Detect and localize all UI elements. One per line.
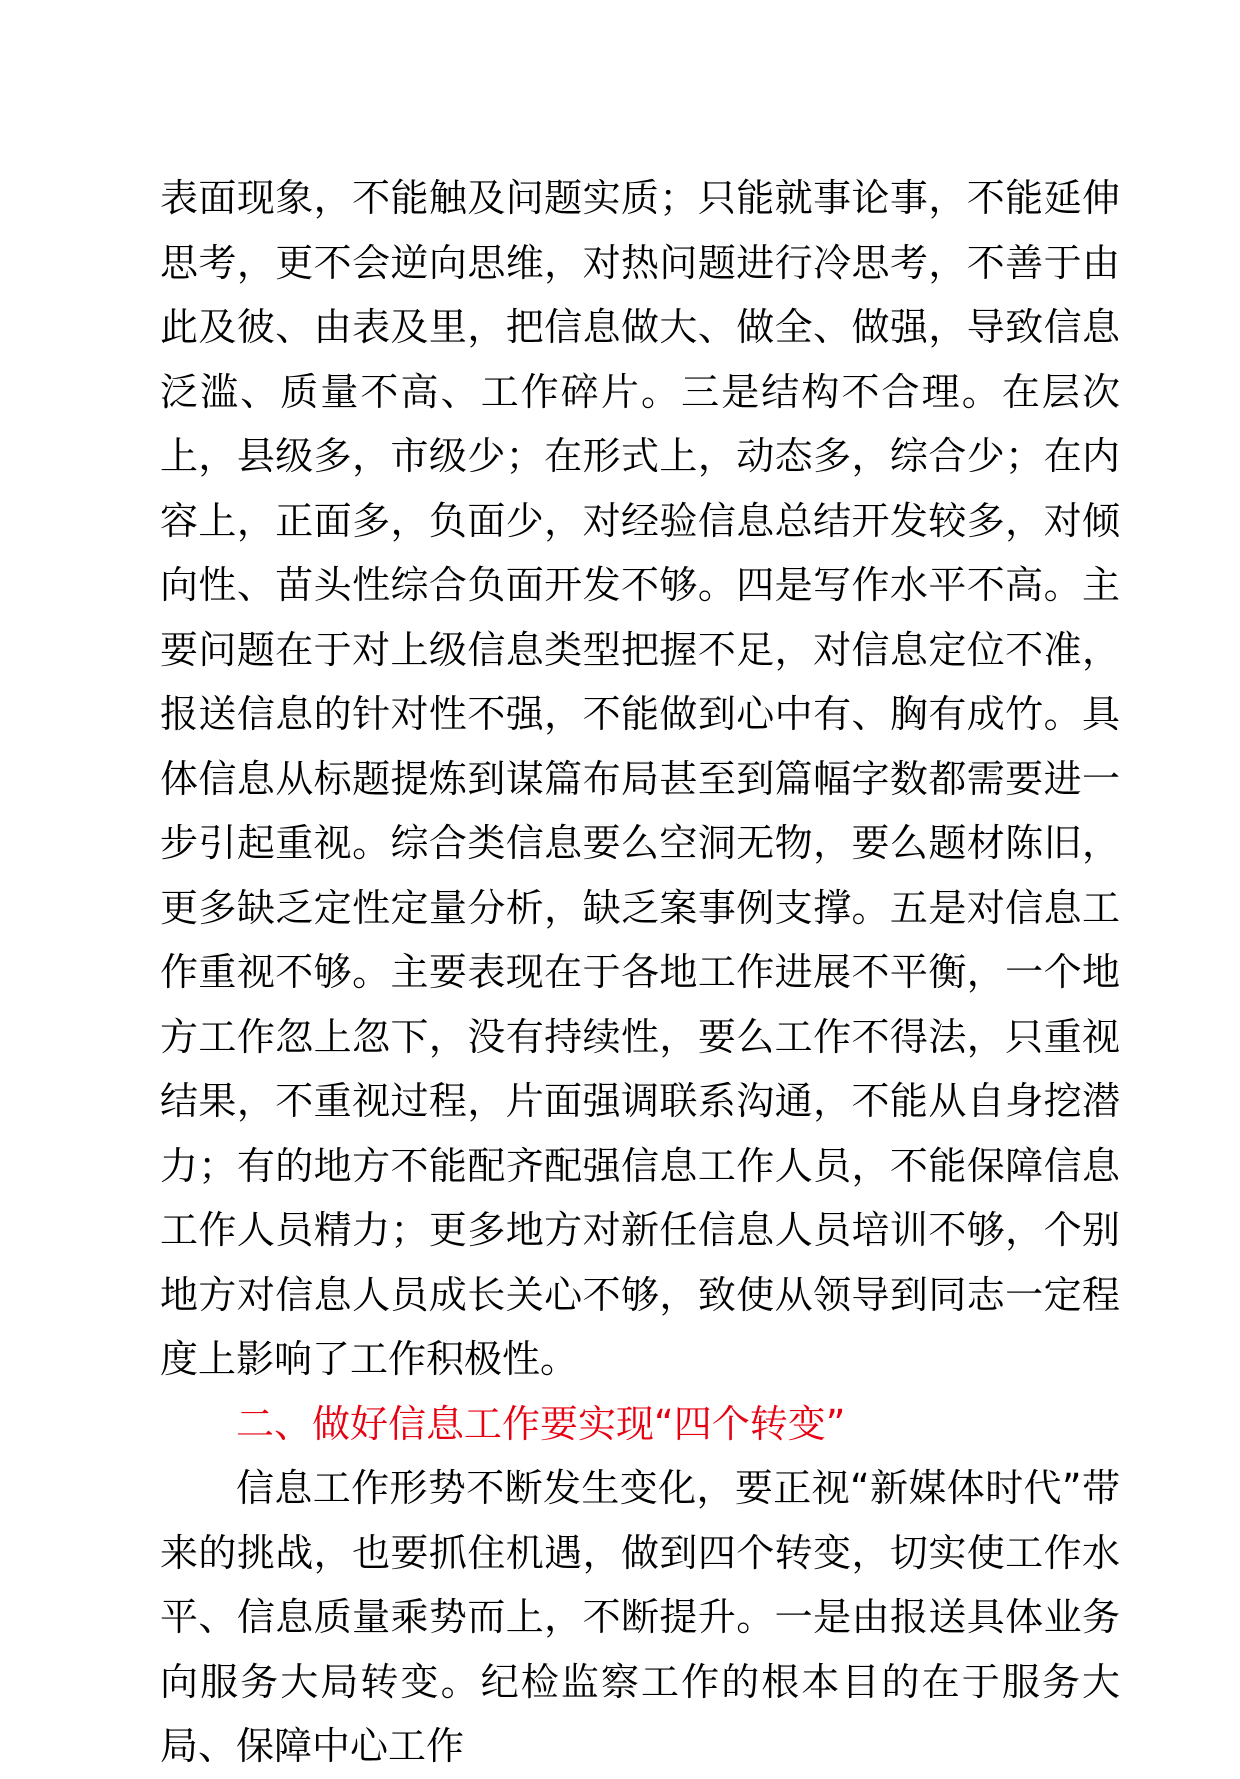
document-body [160, 166, 1120, 1779]
paragraph-continued: 表面现象，不能触及问题实质；只能就事论事，不能延伸思考，更不会逆向思维，对热问题进行冷思考，不善于由此及彼、由表及里，把信息做大、做全、做强，导致信息泛滥、质量不高、工作碎片。三是结构不合理。在层次上，县级多，市级少；在形式上，动态多，综合少；在内容上，正面多，负面少，对经验信息总结开发较多，对倾向性、苗头性综合负面开发不够。四是写作水平不高。主要问题在于对上级信息类型把握不足，对信息定位不准，报送信息的针对性不强，不能做到心中有、胸有成竹。具体信息从标题提炼到谋篇布局甚至到篇幅字数都需要进一步引起重视。综合类信息要么空洞无物，要么题材陈旧，更多缺乏定性定量分析，缺乏案事例支撑。五是对信息工作重视不够。主要表现在于各地工作进展不平衡，一个地方工作忽上忽下，没有持续性，要么工作不得法，只重视结果，不重视过程，片面强调联系沟通，不能从自身挖潜力；有的地方不能配齐配强信息工作人员，不能保障信息工作人员精力；更多地方对新任信息人员培训不够，个别地方对信息人员成长关心不够，致使从领导到同志一定程度上影响了工作积极性。 [160, 176, 1120, 1381]
section-heading: 二、做好信息工作要实现“四个转变” [236, 1401, 846, 1446]
paragraph-section-2: 信息工作形势不断发生变化，要正视“新媒体时代”带来的挑战，也要抓住机遇，做到四个转变，切实使工作水平、信息质量乘势而上，不断提升。一是由报送具体业务向服务大局转变。纪检监察工作的根本目的在于服务大局、保障中心工作 [160, 1466, 1120, 1768]
